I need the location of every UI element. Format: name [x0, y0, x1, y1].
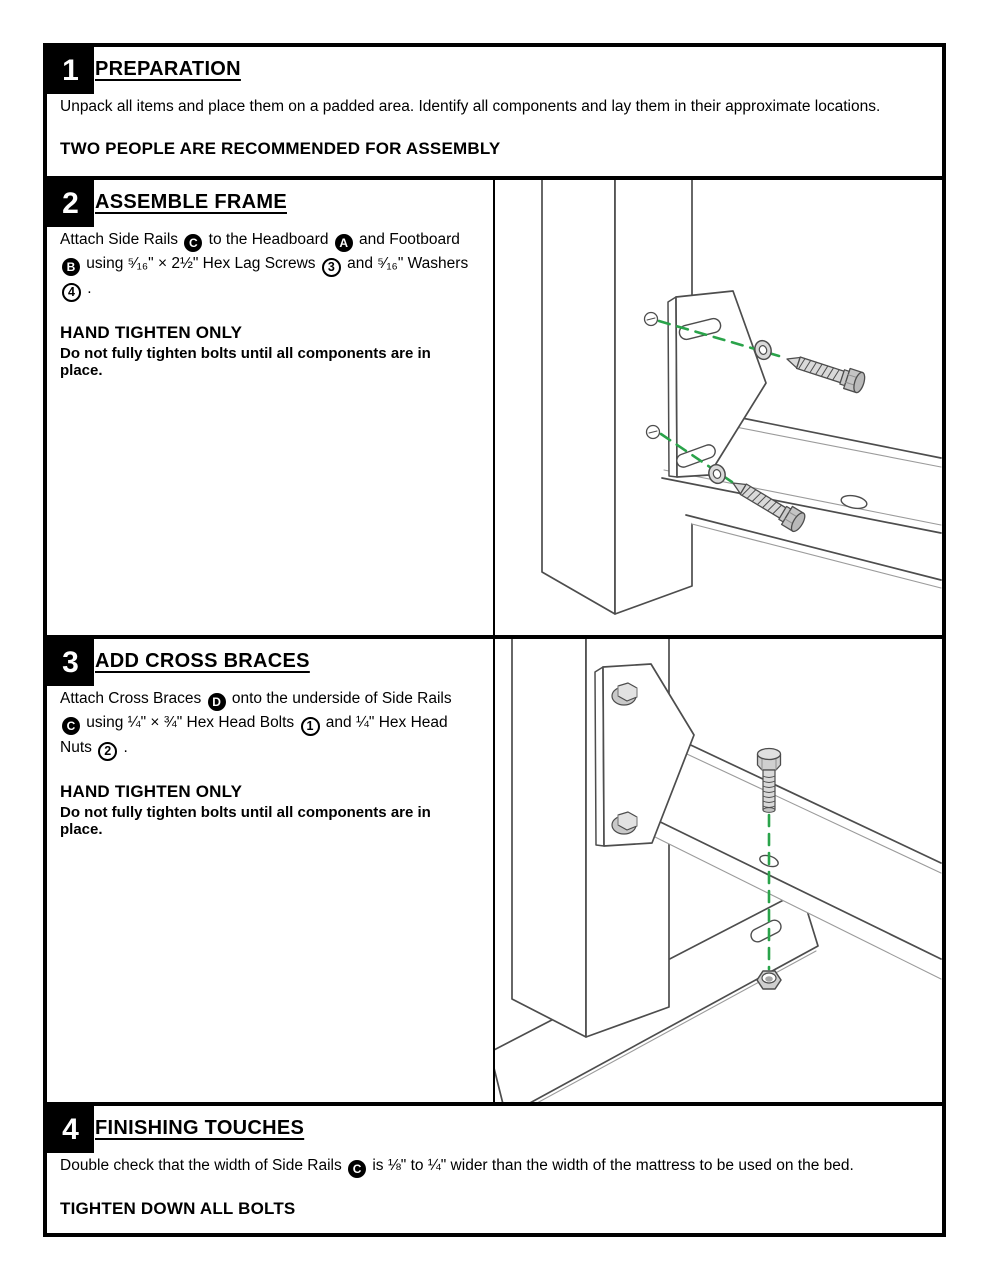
section-warning: TWO PEOPLE ARE RECOMMENDED FOR ASSEMBLY	[60, 139, 501, 158]
step-number-box: 1	[47, 47, 94, 94]
section-warning: TIGHTEN DOWN ALL BOLTS	[60, 1199, 296, 1218]
step-number-box: 3	[47, 639, 94, 686]
pilot-hole-lower	[647, 426, 660, 439]
part-badge-C: C	[348, 1160, 366, 1178]
step-number-box: 2	[47, 180, 94, 227]
section-body: Double check that the width of Side Rails C is ⅛" to ¼" wider than the width of the mattress to be used on the bed.	[60, 1157, 854, 1176]
pilot-hole-upper	[645, 313, 658, 326]
section-body: Attach Side Rails C to the Headboard A and Footboard B using ⁵⁄₁₆" × 2½" Hex Lag Screws 3 and ⁵⁄₁₆" Washers 4 .	[60, 228, 477, 302]
step-number-box: 4	[47, 1106, 94, 1153]
hex-nut-drawing	[757, 971, 781, 989]
section-warning-detail: Do not fully tighten bolts until all components are in place.	[60, 344, 431, 379]
part-badge-B: B	[62, 258, 80, 276]
instruction-document	[43, 43, 946, 1237]
part-badge-D: D	[208, 693, 226, 711]
hardware-badge-4: 4	[62, 283, 81, 302]
part-badge-C: C	[184, 234, 202, 252]
section-text-column	[47, 180, 495, 635]
section-warning-detail: Do not fully tighten bolts until all components are in place.	[60, 803, 431, 838]
hex-lag-screw-upper	[784, 349, 867, 394]
section-title: ADD CROSS BRACES	[95, 650, 310, 672]
section-body: Unpack all items and place them on a padded area. Identify all components and lay them in their approximate locations.	[60, 98, 881, 115]
hardware-badge-2: 2	[98, 742, 117, 761]
section-finishing-touches	[43, 1102, 946, 1237]
part-badge-C: C	[62, 717, 80, 735]
section-assemble-frame	[43, 176, 946, 639]
section-add-cross-braces	[43, 635, 946, 1106]
assemble-frame-illustration	[495, 180, 942, 635]
hardware-badge-1: 1	[301, 717, 320, 736]
hardware-badge-3: 3	[322, 258, 341, 277]
part-badge-A: A	[335, 234, 353, 252]
section-title: PREPARATION	[95, 58, 241, 80]
section-title: FINISHING TOUCHES	[95, 1117, 305, 1139]
illustration-panel	[495, 180, 942, 635]
section-body: Attach Cross Braces D onto the underside of Side Rails C using ¼" × ¾" Hex Head Bolts 1 and ¼" Hex Head Nuts 2 .	[60, 687, 477, 761]
section-preparation	[43, 43, 946, 180]
section-title: ASSEMBLE FRAME	[95, 191, 287, 213]
cross-brace-illustration	[495, 639, 942, 1102]
illustration-panel	[495, 639, 942, 1102]
section-warning: HAND TIGHTEN ONLY	[60, 322, 243, 342]
section-text-column	[47, 639, 495, 1102]
section-warning: HAND TIGHTEN ONLY	[60, 781, 243, 801]
